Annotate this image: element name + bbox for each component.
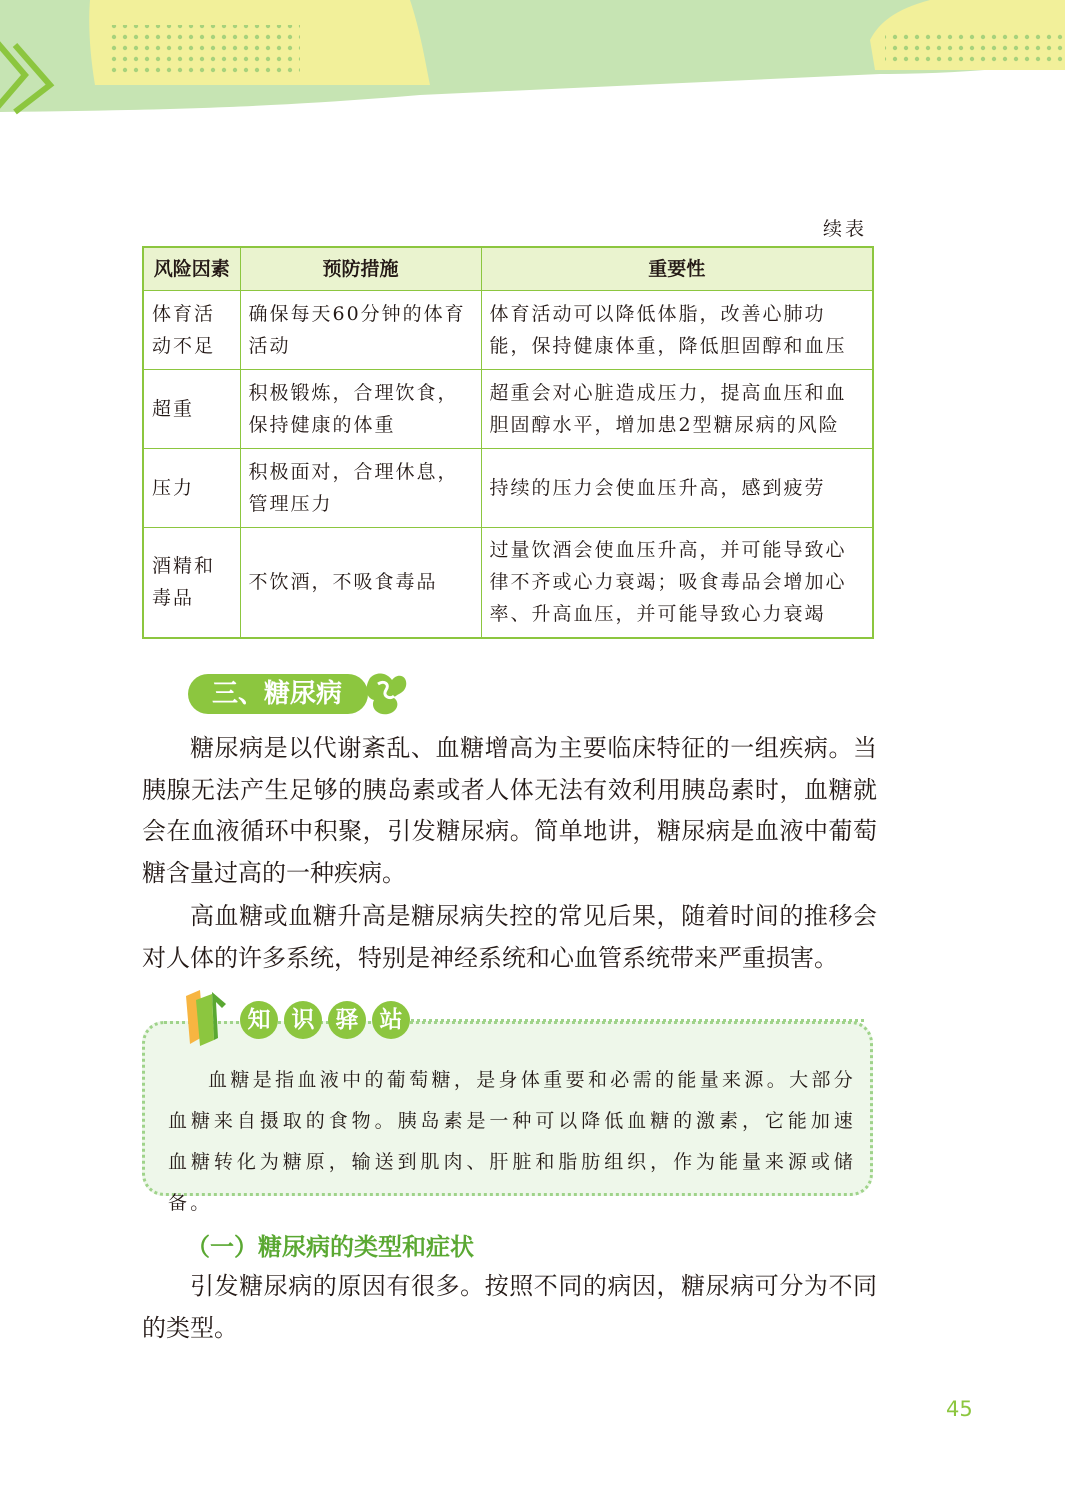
importance-cell: 超重会对心脏造成压力，提高血压和血胆固醇水平，增加患2型糖尿病的风险 [481, 370, 873, 449]
header-banner [0, 0, 1065, 115]
knowledge-text: 血糖是指血液中的葡萄糖，是身体重要和必需的能量来源。大部分血糖来自摄取的食物。胰岛素是一种可以降低血糖的激素，它能加速血糖转化为糖原，输送到肌肉、肝脏和脂肪组织，作为能量来源或储备。 [168, 1069, 856, 1214]
importance-cell: 体育活动可以降低体脂，改善心肺功能，保持健康体重，降低胆固醇和血压 [481, 291, 873, 370]
page-number: 45 [946, 1397, 973, 1421]
subsection-title: （一）糖尿病的类型和症状 [186, 1233, 474, 1261]
risk-factor-cell: 体育活动不足 [143, 291, 240, 370]
prevention-cell: 积极面对，合理休息，管理压力 [240, 449, 481, 528]
table-row [143, 291, 873, 370]
knowledge-title-char: 站 [372, 1001, 410, 1039]
section-heading [188, 672, 410, 714]
importance-cell: 持续的压力会使血压升高，感到疲劳 [481, 449, 873, 528]
table-row [143, 449, 873, 528]
column-header: 风险因素 [143, 247, 240, 291]
paragraph: 糖尿病是以代谢紊乱、血糖增高为主要临床特征的一组疾病。当胰腺无法产生足够的胰岛素或者人体无法有效利用胰岛素时，血糖就会在血液循环中积聚，引发糖尿病。简单地讲，糖尿病是血液中葡萄糖含量过高的一种疾病。 [142, 734, 877, 887]
book-icon [182, 986, 238, 1048]
table-header-row [143, 247, 873, 291]
prevention-cell: 确保每天60分钟的体育活动 [240, 291, 481, 370]
knowledge-title-char: 驿 [328, 1001, 366, 1039]
risk-factor-table [142, 246, 874, 639]
knowledge-dotted-line [404, 1019, 864, 1022]
risk-factor-cell: 超重 [143, 370, 240, 449]
knowledge-title-char: 知 [240, 1001, 278, 1039]
table-row [143, 370, 873, 449]
column-header: 预防措施 [240, 247, 481, 291]
importance-cell: 过量饮酒会使血压升高，并可能导致心律不齐或心力衰竭；吸食毒品会增加心率、升高血压，并可能导致心力衰竭 [481, 528, 873, 638]
prevention-cell: 积极锻炼，合理饮食，保持健康的体重 [240, 370, 481, 449]
table-row [143, 528, 873, 638]
risk-factor-cell: 压力 [143, 449, 240, 528]
paragraph: 引发糖尿病的原因有很多。按照不同的病因，糖尿病可分为不同的类型。 [142, 1272, 877, 1342]
risk-factor-cell: 酒精和毒品 [143, 528, 240, 638]
knowledge-title [240, 1001, 410, 1039]
prevention-cell: 不饮酒，不吸食毒品 [240, 528, 481, 638]
knowledge-title-char: 识 [284, 1001, 322, 1039]
section-title: 三、糖尿病 [212, 679, 343, 709]
puzzle-decoration-icon [364, 668, 410, 716]
continued-label: 续表 [822, 218, 867, 240]
paragraph: 高血糖或血糖升高是糖尿病失控的常见后果，随着时间的推移会对人体的许多系统，特别是神经系统和心血管系统带来严重损害。 [142, 902, 877, 972]
column-header: 重要性 [481, 247, 873, 291]
